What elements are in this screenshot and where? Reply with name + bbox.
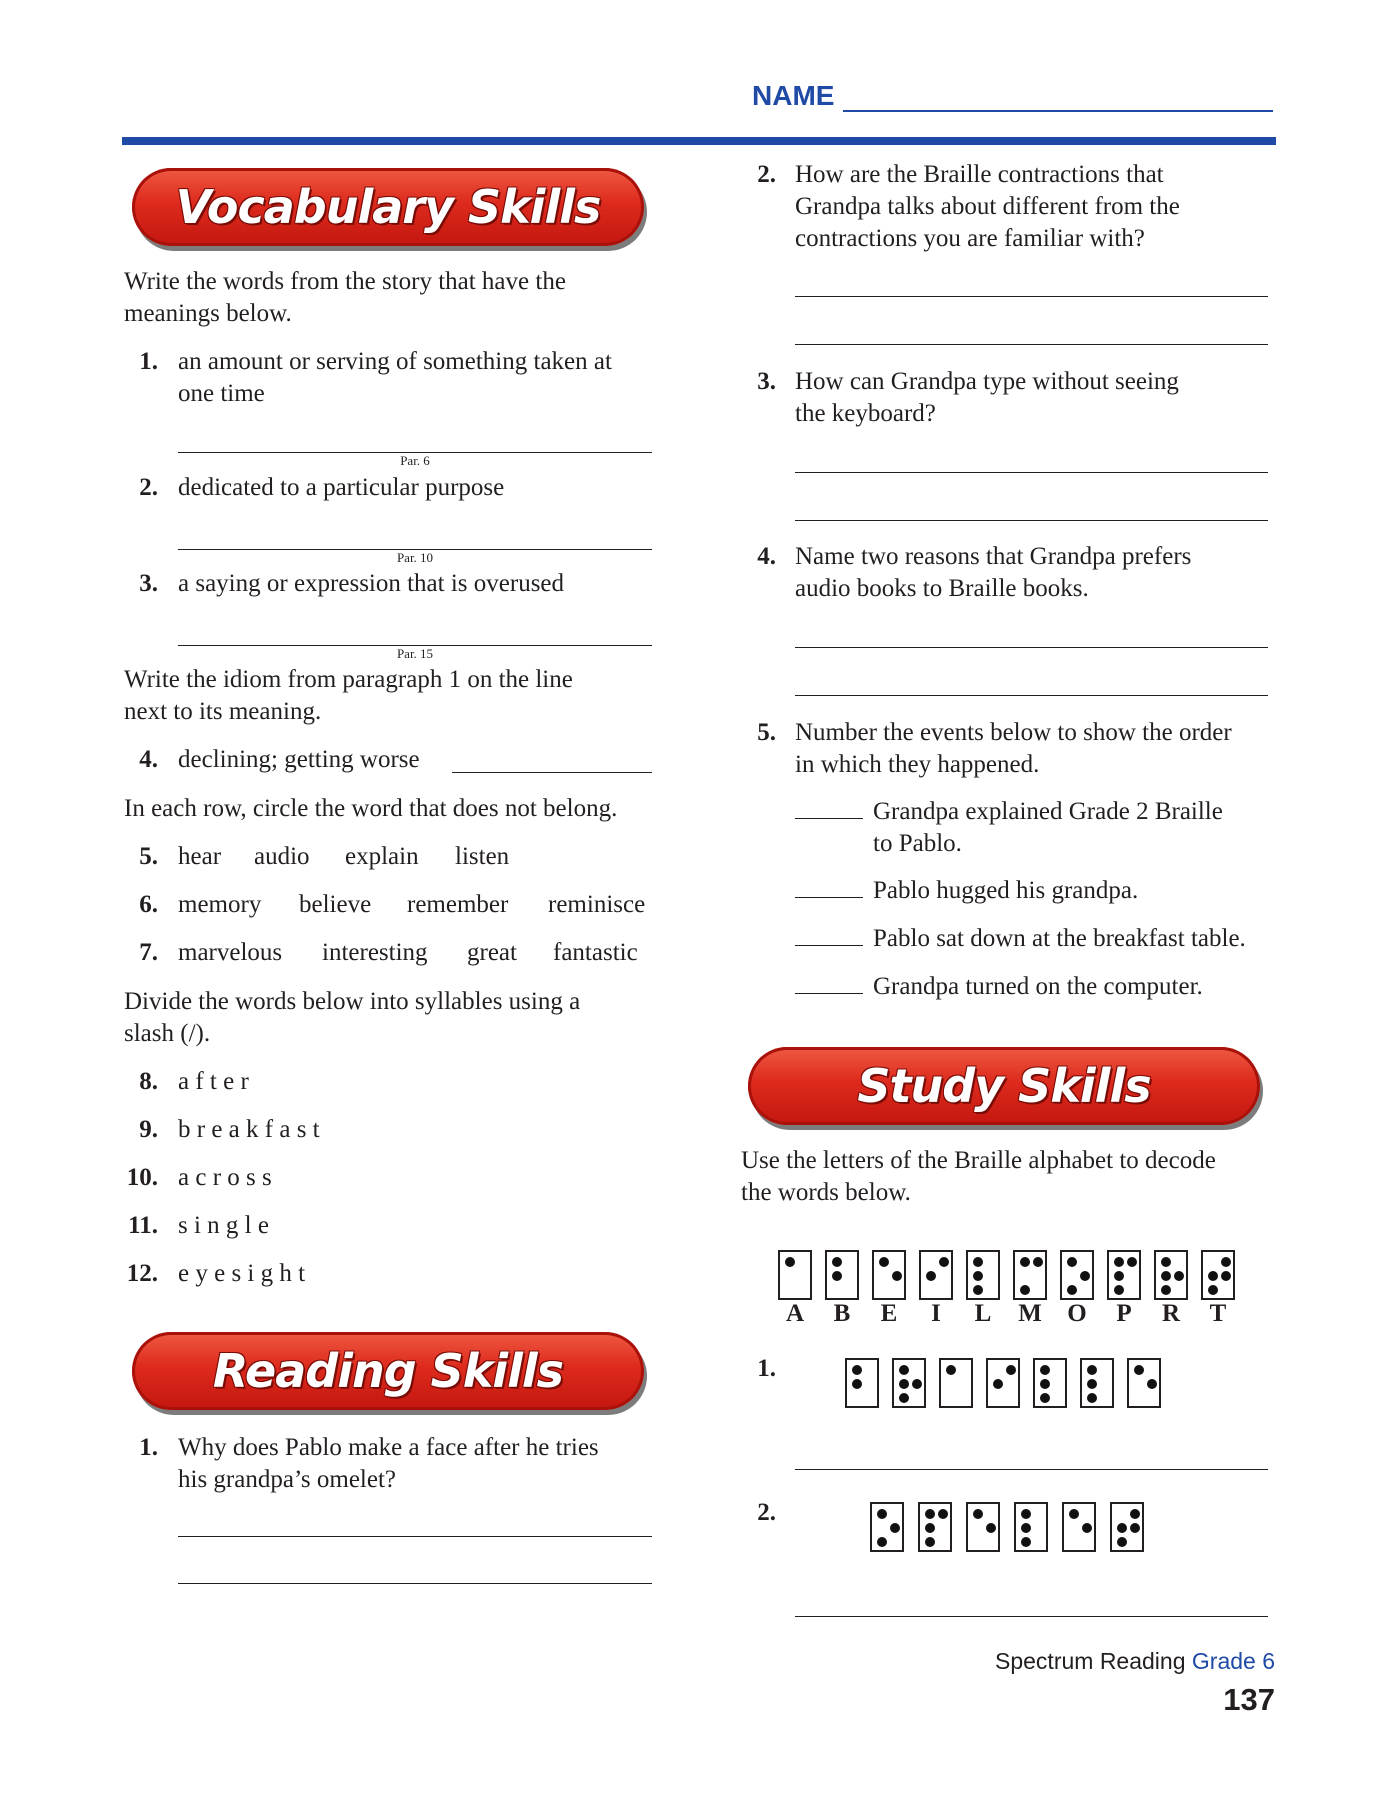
- braille-cell: [1014, 1502, 1048, 1552]
- braille-cell: [919, 1250, 953, 1300]
- braille-cell: [1062, 1502, 1096, 1552]
- braille-dot: [890, 1523, 900, 1533]
- braille-dot: [1174, 1271, 1184, 1281]
- braille-dot: [1082, 1523, 1092, 1533]
- braille-cell: [845, 1358, 879, 1408]
- event-text: Pablo sat down at the breakfast table.: [873, 925, 1246, 952]
- braille-letter-label: B: [833, 1300, 851, 1327]
- braille-dot: [1006, 1365, 1016, 1375]
- question-text: the keyboard?: [795, 400, 936, 427]
- event-text: Grandpa turned on the computer.: [873, 973, 1203, 1000]
- circle-word[interactable]: believe: [299, 891, 372, 918]
- answer-line[interactable]: [178, 1536, 652, 1537]
- braille-dot: [1127, 1257, 1137, 1267]
- braille-dot: [1208, 1285, 1218, 1295]
- braille-dot: [1134, 1365, 1144, 1375]
- question-text: audio books to Braille books.: [795, 575, 1089, 602]
- braille-dot: [899, 1379, 909, 1389]
- idiom-answer-line[interactable]: [452, 772, 652, 773]
- vocab-item-number: 4.: [139, 746, 158, 773]
- question-number: 1.: [139, 1434, 158, 1461]
- braille-dot: [925, 1537, 935, 1547]
- braille-dot: [973, 1285, 983, 1295]
- braille-cell: [1033, 1358, 1067, 1408]
- circle-word[interactable]: audio: [254, 843, 310, 870]
- answer-line[interactable]: [795, 647, 1268, 648]
- braille-letter-label: P: [1116, 1300, 1132, 1327]
- vocabulary-skills-title: Vocabulary Skills: [175, 180, 601, 234]
- event-item: [795, 923, 1246, 955]
- circle-word[interactable]: great: [467, 939, 517, 966]
- braille-dot: [832, 1257, 842, 1267]
- braille-dot: [925, 1509, 935, 1519]
- braille-cell: [939, 1358, 973, 1408]
- idiom-intro-line2: next to its meaning.: [124, 698, 322, 725]
- reading-skills-banner: [132, 1332, 644, 1410]
- decode-number: 1.: [757, 1355, 776, 1382]
- syllable-number: 11.: [128, 1212, 158, 1239]
- header-divider: [122, 137, 1276, 145]
- answer-line[interactable]: [795, 695, 1268, 696]
- braille-dot: [1161, 1285, 1171, 1295]
- question-text: in which they happened.: [795, 751, 1040, 778]
- braille-dot: [925, 1523, 935, 1533]
- answer-line[interactable]: [795, 1616, 1268, 1617]
- braille-cell: [1060, 1250, 1094, 1300]
- syllable-word[interactable]: e y e s i g h t: [178, 1260, 306, 1287]
- braille-dot: [1040, 1365, 1050, 1375]
- braille-dot: [1087, 1379, 1097, 1389]
- answer-line[interactable]: [795, 472, 1268, 473]
- vocab-intro-line2: meanings below.: [124, 300, 292, 327]
- page-number: 137: [1223, 1682, 1275, 1717]
- braille-dot: [879, 1257, 889, 1267]
- answer-line[interactable]: [178, 1583, 652, 1584]
- braille-dot: [986, 1523, 996, 1533]
- event-order-blank[interactable]: [795, 923, 863, 946]
- braille-letter-label: E: [880, 1300, 898, 1327]
- braille-dot: [1067, 1257, 1077, 1267]
- row-number: 6.: [139, 891, 158, 918]
- vocab-item-number: 3.: [139, 570, 158, 597]
- question-text: Name two reasons that Grandpa prefers: [795, 543, 1192, 570]
- braille-dot: [1080, 1271, 1090, 1281]
- braille-dot: [1020, 1257, 1030, 1267]
- braille-dot: [899, 1393, 909, 1403]
- braille-dot: [852, 1365, 862, 1375]
- braille-dot: [899, 1365, 909, 1375]
- answer-line[interactable]: [795, 296, 1268, 297]
- paragraph-reference: Par. 6: [400, 453, 430, 468]
- braille-cell: [1127, 1358, 1161, 1408]
- question-text: How can Grandpa type without seeing: [795, 368, 1179, 395]
- row-number: 5.: [139, 843, 158, 870]
- vocab-item-definition: dedicated to a particular purpose: [178, 474, 505, 501]
- grade-label: Grade 6: [1191, 1648, 1275, 1674]
- braille-cell: [966, 1502, 1000, 1552]
- braille-cell: [892, 1358, 926, 1408]
- braille-dot: [1069, 1509, 1079, 1519]
- braille-cell: [1201, 1250, 1235, 1300]
- braille-dot: [993, 1379, 1003, 1389]
- braille-dot: [1067, 1285, 1077, 1295]
- braille-cell: [918, 1502, 952, 1552]
- event-item: [795, 796, 1223, 828]
- braille-cell: [1110, 1502, 1144, 1552]
- row-number: 7.: [139, 939, 158, 966]
- circle-word[interactable]: explain: [345, 843, 419, 870]
- braille-dot: [973, 1509, 983, 1519]
- circle-intro: In each row, circle the word that does not belong.: [124, 795, 618, 822]
- circle-word[interactable]: interesting: [322, 939, 428, 966]
- syllable-number: 12.: [126, 1260, 158, 1287]
- question-number: 2.: [757, 161, 776, 188]
- braille-dot: [973, 1257, 983, 1267]
- question-text: contractions you are familiar with?: [795, 225, 1145, 252]
- braille-dot: [926, 1271, 936, 1281]
- name-input-line[interactable]: [843, 110, 1273, 112]
- braille-dot: [852, 1379, 862, 1389]
- braille-dot: [1147, 1379, 1157, 1389]
- braille-dot: [892, 1271, 902, 1281]
- vocab-item-number: 1.: [139, 348, 158, 375]
- braille-cell: [1107, 1250, 1141, 1300]
- braille-dot: [877, 1537, 887, 1547]
- study-skills-banner: [748, 1047, 1260, 1125]
- syllable-number: 9.: [139, 1116, 158, 1143]
- braille-dot: [1161, 1257, 1171, 1267]
- event-text: to Pablo.: [873, 830, 962, 857]
- question-text: Number the events below to show the order: [795, 719, 1232, 746]
- question-text: How are the Braille contractions that: [795, 161, 1164, 188]
- braille-letter-label: R: [1161, 1300, 1181, 1327]
- braille-dot: [973, 1271, 983, 1281]
- braille-dot: [1040, 1393, 1050, 1403]
- braille-dot: [1021, 1509, 1031, 1519]
- paragraph-reference: Par. 15: [396, 646, 434, 661]
- braille-letter-label: T: [1209, 1300, 1227, 1327]
- question-number: 5.: [757, 719, 776, 746]
- idiom-intro-line1: Write the idiom from paragraph 1 on the line: [124, 666, 573, 693]
- braille-cell: [825, 1250, 859, 1300]
- circle-word[interactable]: marvelous: [178, 939, 283, 966]
- circle-word[interactable]: reminisce: [548, 891, 646, 918]
- paragraph-reference: Par. 10: [396, 550, 434, 565]
- braille-dot: [1087, 1393, 1097, 1403]
- braille-cell: [966, 1250, 1000, 1300]
- reading-skills-title: Reading Skills: [212, 1344, 564, 1398]
- braille-dot: [1020, 1285, 1030, 1295]
- braille-dot: [1021, 1537, 1031, 1547]
- braille-dot: [877, 1509, 887, 1519]
- event-order-blank[interactable]: [795, 796, 863, 819]
- answer-line[interactable]: [795, 520, 1268, 521]
- event-order-blank[interactable]: [795, 875, 863, 898]
- event-item: [795, 875, 1138, 907]
- braille-dot: [1221, 1271, 1231, 1281]
- braille-letter-label: A: [785, 1300, 805, 1327]
- answer-line[interactable]: [795, 1469, 1268, 1470]
- study-intro-line2: the words below.: [741, 1179, 911, 1206]
- vocabulary-skills-banner: [132, 168, 644, 246]
- braille-dot: [1130, 1523, 1140, 1533]
- braille-dot: [1033, 1257, 1043, 1267]
- braille-dot: [912, 1379, 922, 1389]
- circle-word[interactable]: remember: [407, 891, 509, 918]
- question-text: his grandpa’s omelet?: [178, 1466, 396, 1493]
- syllable-word[interactable]: a f t e r: [178, 1068, 249, 1095]
- braille-dot: [946, 1365, 956, 1375]
- braille-letter-label: I: [931, 1300, 941, 1327]
- braille-dot: [1114, 1271, 1124, 1281]
- syllable-number: 8.: [139, 1068, 158, 1095]
- braille-dot: [1114, 1257, 1124, 1267]
- braille-cell: [1080, 1358, 1114, 1408]
- braille-cell: [870, 1502, 904, 1552]
- syllable-intro-line2: slash (/).: [124, 1020, 211, 1047]
- vocab-intro-line1: Write the words from the story that have the: [124, 268, 566, 295]
- study-intro-line1: Use the letters of the Braille alphabet to decode: [741, 1147, 1216, 1174]
- circle-word[interactable]: listen: [455, 843, 510, 870]
- answer-line[interactable]: [795, 344, 1268, 345]
- circle-word[interactable]: fantastic: [553, 939, 638, 966]
- syllable-word[interactable]: a c r o s s: [178, 1164, 272, 1191]
- vocab-item-definition: declining; getting worse: [178, 746, 420, 773]
- braille-dot: [1114, 1285, 1124, 1295]
- braille-dot: [1117, 1523, 1127, 1533]
- circle-word[interactable]: memory: [178, 891, 262, 918]
- braille-dot: [938, 1509, 948, 1519]
- syllable-word[interactable]: s i n g l e: [178, 1212, 269, 1239]
- vocab-item-definition: a saying or expression that is overused: [178, 570, 565, 597]
- braille-cell: [986, 1358, 1020, 1408]
- braille-dot: [1130, 1509, 1140, 1519]
- question-number: 3.: [757, 368, 776, 395]
- vocab-item-definition: an amount or serving of something taken at: [178, 348, 612, 375]
- question-number: 4.: [757, 543, 776, 570]
- braille-dot: [1087, 1365, 1097, 1375]
- braille-letter-label: L: [974, 1300, 992, 1327]
- event-item: [795, 971, 1203, 1003]
- braille-dot: [832, 1271, 842, 1281]
- question-text: Why does Pablo make a face after he tries: [178, 1434, 599, 1461]
- series-name: Spectrum Reading: [995, 1648, 1186, 1674]
- name-label: NAME: [752, 80, 835, 111]
- event-text: Grandpa explained Grade 2 Braille: [873, 798, 1223, 825]
- syllable-intro-line1: Divide the words below into syllables using a: [124, 988, 581, 1015]
- braille-letter-label: O: [1067, 1300, 1087, 1327]
- event-text: Pablo hugged his grandpa.: [873, 877, 1139, 904]
- braille-dot: [1221, 1257, 1231, 1267]
- braille-dot: [1040, 1379, 1050, 1389]
- question-text: Grandpa talks about different from the: [795, 193, 1180, 220]
- study-skills-title: Study Skills: [857, 1059, 1151, 1113]
- braille-cell: [872, 1250, 906, 1300]
- braille-dot: [1021, 1523, 1031, 1533]
- syllable-word[interactable]: b r e a k f a s t: [178, 1116, 320, 1143]
- braille-cell: [1154, 1250, 1188, 1300]
- braille-dot: [939, 1257, 949, 1267]
- circle-word[interactable]: hear: [178, 843, 222, 870]
- braille-cell: [778, 1250, 812, 1300]
- decode-number: 2.: [757, 1499, 776, 1526]
- braille-cell: [1013, 1250, 1047, 1300]
- syllable-number: 10.: [126, 1164, 158, 1191]
- braille-dot: [1208, 1271, 1218, 1281]
- braille-dot: [785, 1257, 795, 1267]
- vocab-item-number: 2.: [139, 474, 158, 501]
- braille-dot: [1161, 1271, 1171, 1281]
- braille-dot: [1117, 1537, 1127, 1547]
- footer-brand: [995, 1648, 1275, 1675]
- braille-letter-label: M: [1018, 1300, 1042, 1327]
- vocab-item-definition: one time: [178, 380, 265, 407]
- event-order-blank[interactable]: [795, 971, 863, 994]
